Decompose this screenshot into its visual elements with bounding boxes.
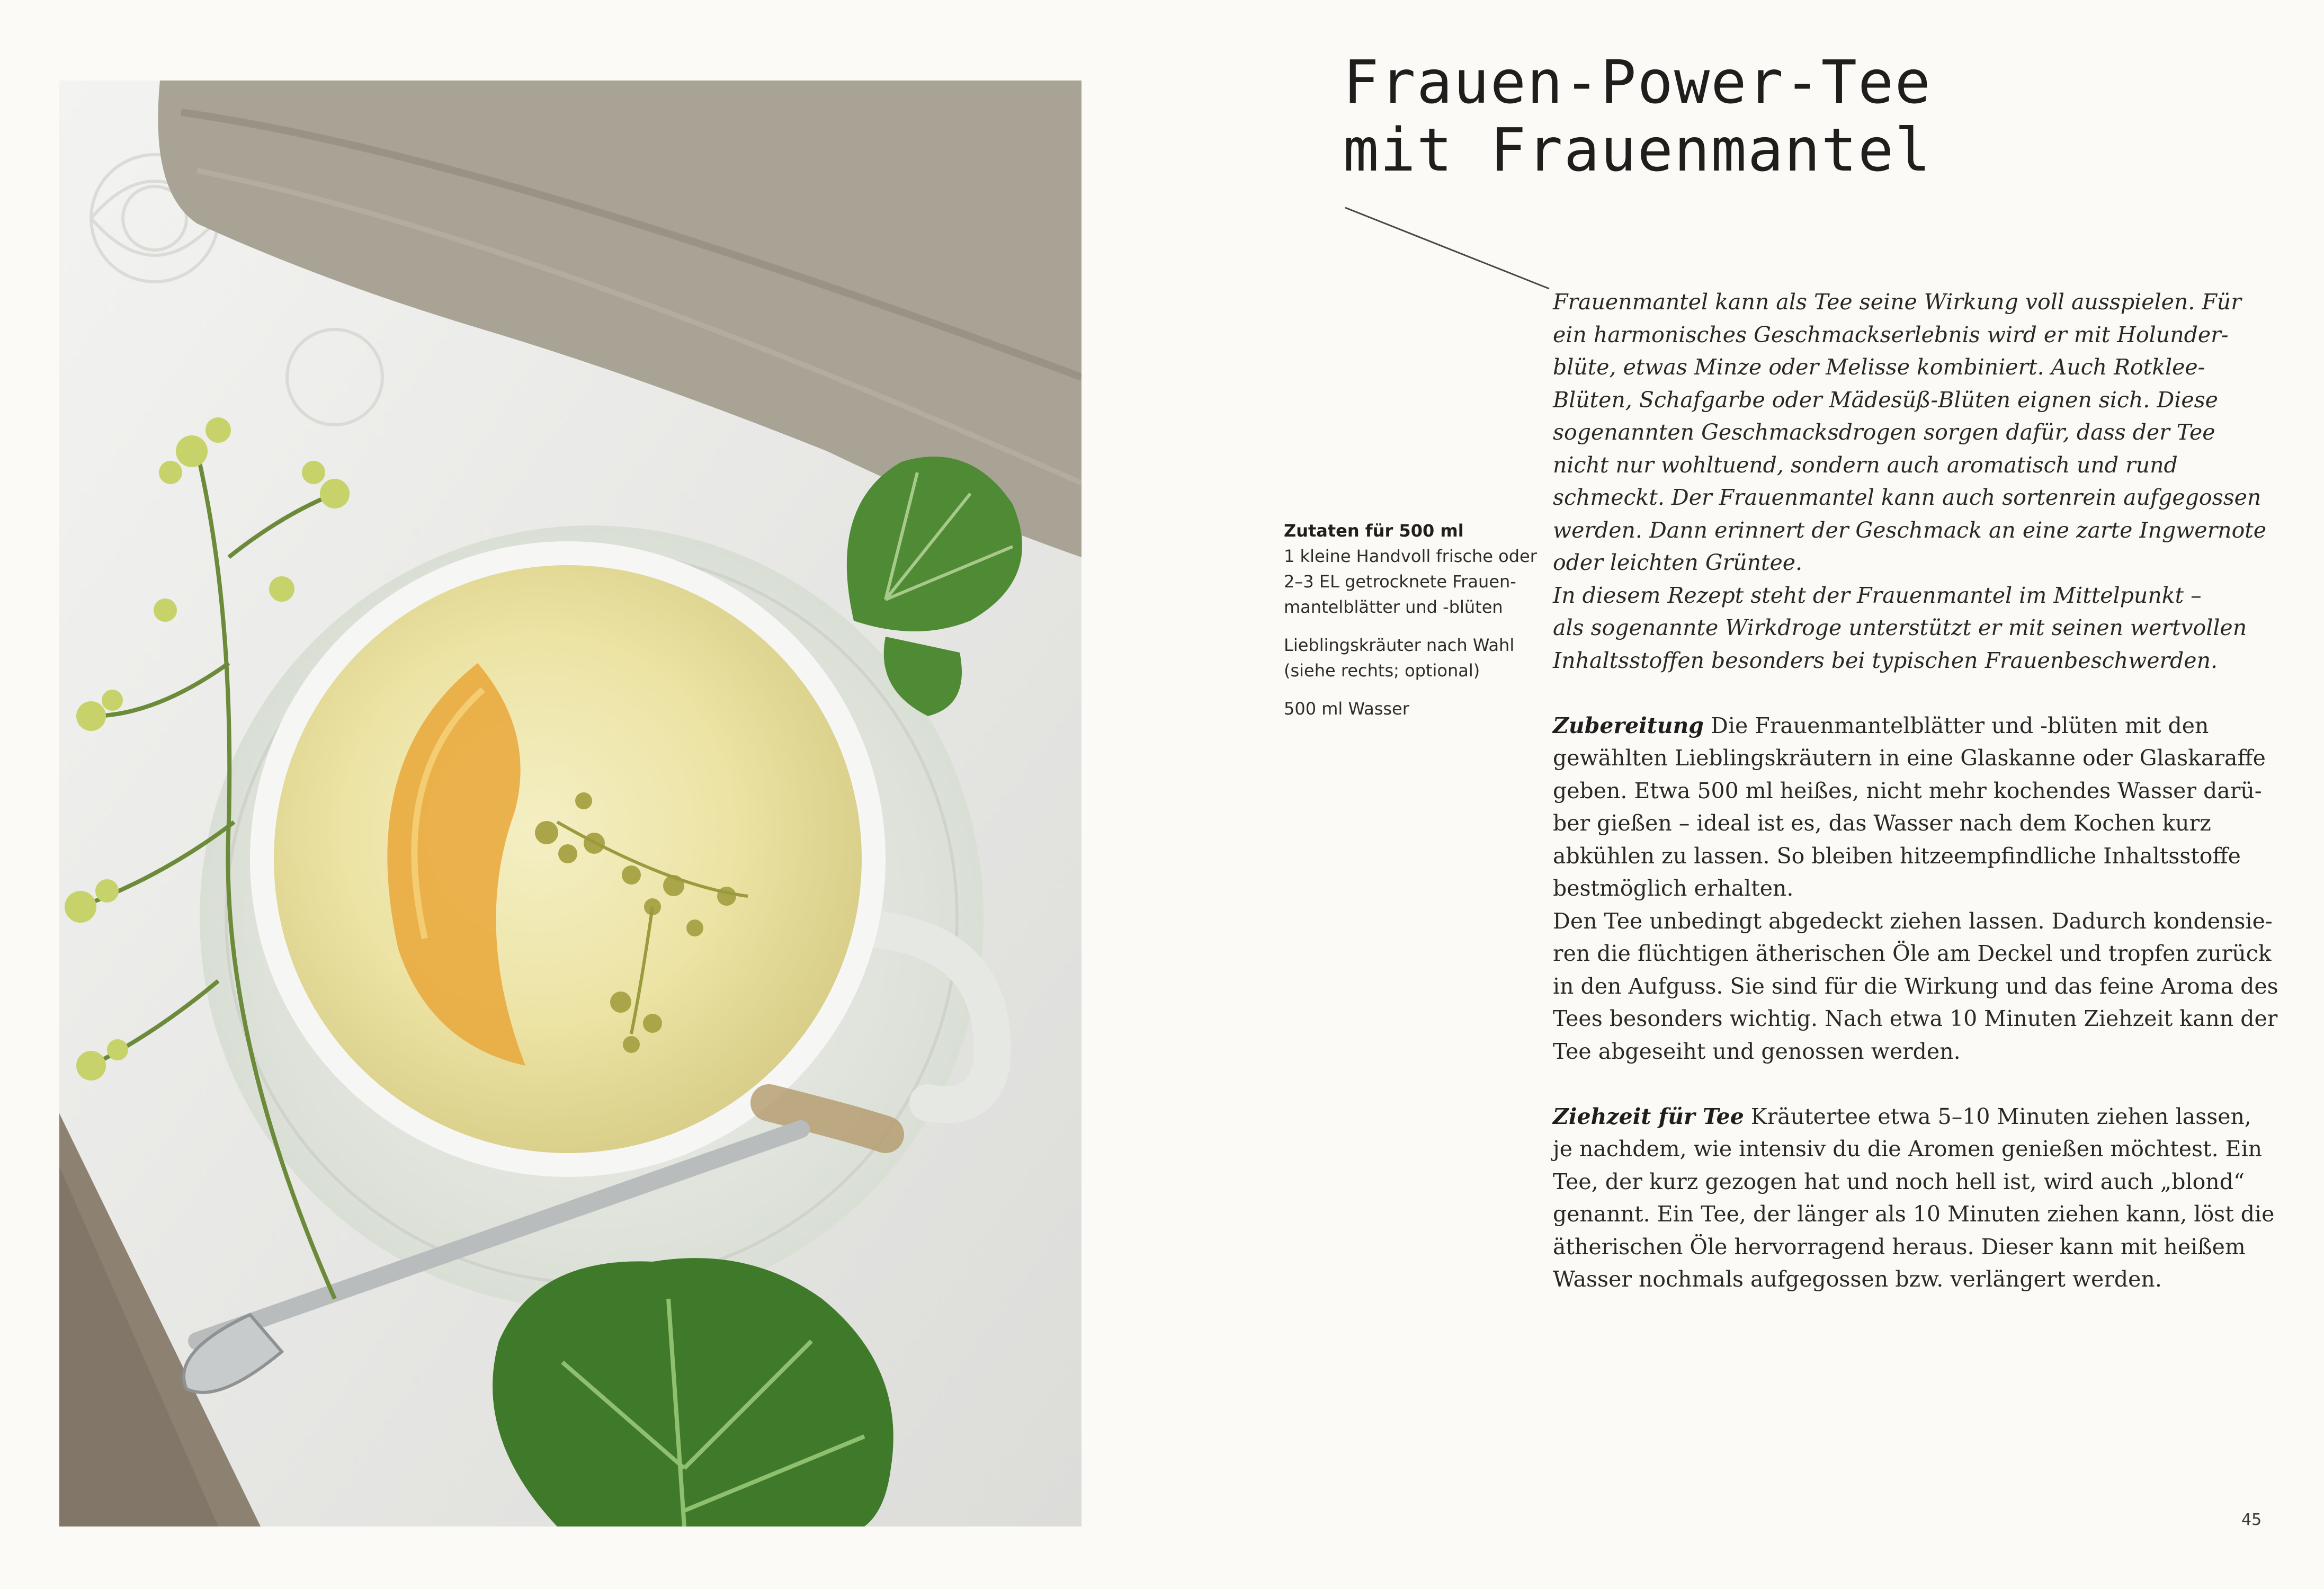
preparation-line: Tees besonders wichtig. Nach etwa 10 Minuten Ziehzeit kann der	[1553, 1006, 2278, 1031]
preparation-line: ber gießen – ideal ist es, das Wasser nach dem Kochen kurz	[1553, 810, 2211, 836]
steeping-line: genannt. Ein Tee, der länger als 10 Minuten ziehen kann, löst die	[1553, 1201, 2275, 1227]
ingredient-line: mantelblätter und -blüten	[1284, 597, 1503, 617]
recipe-photo	[59, 81, 1081, 1526]
intro-line: ein harmonisches Geschmackserlebnis wird er mit Holunder-	[1553, 322, 2229, 347]
intro-line: Blüten, Schafgarbe oder Mädesüß-Blüten eignen sich. Diese	[1553, 387, 2218, 413]
ingredients-list	[1284, 518, 1537, 734]
ingredient-line: (siehe rechts; optional)	[1284, 660, 1480, 681]
preparation-label: Zubereitung	[1553, 712, 1704, 738]
ingredient-line: 1 kleine Handvoll frische oder	[1284, 546, 1537, 566]
intro-line: werden. Dann erinnert der Geschmack an eine zarte Ingwernote	[1553, 517, 2266, 543]
intro-paragraph	[1553, 286, 2284, 677]
preparation-line: geben. Etwa 500 ml heißes, nicht mehr kochendes Wasser darü-	[1553, 778, 2262, 804]
ingredients-heading: Zutaten für 500 ml	[1284, 521, 1464, 541]
intro-line: Frauenmantel kann als Tee seine Wirkung voll ausspielen. Für	[1553, 289, 2241, 315]
preparation-line: gewählten Lieblingskräutern in eine Glaskanne oder Glaskaraffe	[1553, 745, 2266, 771]
steeping-line: Tee, der kurz gezogen hat und noch hell ist, wird auch „blond“	[1553, 1168, 2245, 1194]
preparation-line: Den Tee unbedingt abgedeckt ziehen lassen. Dadurch kondensie-	[1553, 908, 2273, 934]
preparation-line: abkühlen zu lassen. So bleiben hitzeempfindliche Inhaltsstoffe	[1553, 843, 2241, 869]
intro-line: sogenannten Geschmacksdrogen sorgen dafür, dass der Tee	[1553, 419, 2215, 445]
title-line-1: Frauen-Power-Tee	[1343, 48, 1932, 117]
steeping-paragraph	[1553, 1101, 2284, 1296]
preparation-line: ren die flüchtigen ätherischen Öle am Deckel und tropfen zurück	[1553, 941, 2272, 966]
preparation-line: bestmöglich erhalten.	[1553, 876, 1794, 901]
intro-line: Inhaltsstoffen besonders bei typischen Frauenbeschwerden.	[1553, 647, 2218, 673]
recipe-body	[1553, 286, 2284, 1296]
intro-line: als sogenannte Wirkdroge unterstützt er mit seinen wertvollen	[1553, 615, 2247, 640]
recipe-title	[1343, 49, 1932, 184]
preparation-line: Die Frauenmantelblätter und -blüten mit den	[1703, 712, 2209, 738]
preparation-paragraph	[1553, 710, 2284, 1068]
steeping-line: Wasser nochmals aufgegossen bzw. verlängert werden.	[1553, 1266, 2162, 1292]
ingredient-line: 2–3 EL getrocknete Frauen-	[1284, 572, 1516, 592]
intro-line: In diesem Rezept steht der Frauenmantel im Mittelpunkt –	[1553, 582, 2202, 608]
ingredient-line: Lieblingskräuter nach Wahl	[1284, 635, 1515, 655]
page-number: 45	[2241, 1511, 2262, 1529]
steeping-line: Kräutertee etwa 5–10 Minuten ziehen lassen,	[1744, 1103, 2251, 1129]
intro-line: blüte, etwas Minze oder Melisse kombiniert. Auch Rotklee-	[1553, 354, 2205, 380]
ingredient-line: 500 ml Wasser	[1284, 699, 1409, 719]
steeping-line: je nachdem, wie intensiv du die Aromen genießen möchtest. Ein	[1553, 1136, 2263, 1162]
steeping-label: Ziehzeit für Tee	[1553, 1103, 1744, 1129]
intro-line: oder leichten Grüntee.	[1553, 550, 1803, 575]
intro-line: schmeckt. Der Frauenmantel kann auch sortenrein aufgegossen	[1553, 485, 2262, 510]
intro-line: nicht nur wohltuend, sondern auch aromatisch und rund	[1553, 452, 2178, 478]
tea-cup-illustration	[59, 81, 1081, 1526]
steeping-line: ätherischen Öle hervorragend heraus. Dieser kann mit heißem	[1553, 1234, 2246, 1260]
preparation-line: in den Aufguss. Sie sind für die Wirkung und das feine Aroma des	[1553, 973, 2278, 999]
preparation-line: Tee abgeseiht und genossen werden.	[1553, 1038, 1961, 1064]
title-line-2: mit Frauenmantel	[1343, 116, 1932, 185]
